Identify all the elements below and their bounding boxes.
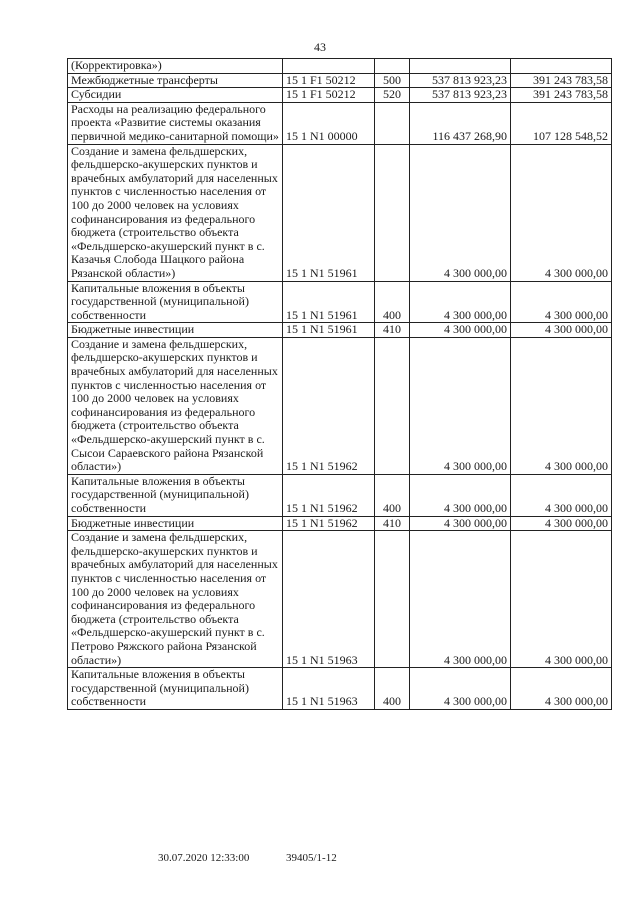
row-name: (Корректировка») xyxy=(68,59,283,74)
row-expense-type xyxy=(375,59,410,74)
row-name: Капитальные вложения в объекты государственной (муниципальной) собственности xyxy=(68,474,283,516)
footer-date: 30.07.2020 12:33:00 xyxy=(158,852,250,864)
table-row xyxy=(68,323,612,338)
budget-table xyxy=(67,58,612,710)
table-row xyxy=(68,337,612,474)
row-code: 15 1 N1 51961 xyxy=(283,323,375,338)
row-sum-1: 4 300 000,00 xyxy=(410,281,511,323)
row-sum-2: 4 300 000,00 xyxy=(511,531,612,668)
row-code xyxy=(283,59,375,74)
row-sum-2: 4 300 000,00 xyxy=(511,323,612,338)
row-sum-2 xyxy=(511,59,612,74)
row-sum-1: 4 300 000,00 xyxy=(410,474,511,516)
row-sum-1: 537 813 923,23 xyxy=(410,88,511,103)
row-sum-2: 4 300 000,00 xyxy=(511,516,612,531)
row-name: Субсидии xyxy=(68,88,283,103)
row-sum-2: 4 300 000,00 xyxy=(511,281,612,323)
row-sum-1: 537 813 923,23 xyxy=(410,73,511,88)
row-code: 15 1 N1 00000 xyxy=(283,102,375,144)
table-row xyxy=(68,59,612,74)
table-row xyxy=(68,516,612,531)
row-expense-type: 400 xyxy=(375,668,410,710)
row-sum-1: 4 300 000,00 xyxy=(410,531,511,668)
row-sum-1: 4 300 000,00 xyxy=(410,668,511,710)
table-row xyxy=(68,474,612,516)
row-sum-2: 4 300 000,00 xyxy=(511,337,612,474)
row-expense-type: 500 xyxy=(375,73,410,88)
row-expense-type: 410 xyxy=(375,323,410,338)
row-code: 15 1 N1 51962 xyxy=(283,516,375,531)
row-name: Капитальные вложения в объекты государственной (муниципальной) собственности xyxy=(68,668,283,710)
row-expense-type xyxy=(375,337,410,474)
row-name: Создание и замена фельдшерских, фельдшерско-акушерских пунктов и врачебных амбулаторий для населенных пунктов с численностью населения от 100 до 2000 человек на условиях софинансирования из федерального бюджета (строительство объекта «Фельдшерско-акушерский пункт в с. Сысои Сараевского района Рязанской области») xyxy=(68,337,283,474)
row-name: Создание и замена фельдшерских, фельдшерско-акушерских пунктов и врачебных амбулаторий для населенных пунктов с численностью населения от 100 до 2000 человек на условиях софинансирования из федерального бюджета (строительство объекта «Фельдшерско-акушерский пункт в с. Казачья Слобода Шацкого района Рязанской области») xyxy=(68,144,283,281)
table-row xyxy=(68,281,612,323)
row-sum-2: 391 243 783,58 xyxy=(511,73,612,88)
table-row xyxy=(68,102,612,144)
row-expense-type: 410 xyxy=(375,516,410,531)
row-sum-1: 4 300 000,00 xyxy=(410,323,511,338)
row-expense-type: 400 xyxy=(375,474,410,516)
row-name: Капитальные вложения в объекты государственной (муниципальной) собственности xyxy=(68,281,283,323)
row-code: 15 1 N1 51963 xyxy=(283,531,375,668)
row-sum-2: 4 300 000,00 xyxy=(511,144,612,281)
row-sum-2: 4 300 000,00 xyxy=(511,668,612,710)
table-row xyxy=(68,88,612,103)
footer-document-code: 39405/1-12 xyxy=(286,852,337,864)
row-sum-1: 4 300 000,00 xyxy=(410,516,511,531)
row-name: Бюджетные инвестиции xyxy=(68,516,283,531)
row-sum-1 xyxy=(410,59,511,74)
table-row xyxy=(68,531,612,668)
row-name: Создание и замена фельдшерских, фельдшерско-акушерских пунктов и врачебных амбулаторий для населенных пунктов с численностью населения от 100 до 2000 человек на условиях софинансирования из федерального бюджета (строительство объекта «Фельдшерско-акушерский пункт в с. Петрово Ряжского района Рязанской области») xyxy=(68,531,283,668)
row-sum-1: 4 300 000,00 xyxy=(410,144,511,281)
row-name: Расходы на реализацию федерального проекта «Развитие системы оказания первичной медико-санитарной помощи» xyxy=(68,102,283,144)
row-expense-type: 520 xyxy=(375,88,410,103)
row-code: 15 1 N1 51961 xyxy=(283,281,375,323)
row-sum-1: 4 300 000,00 xyxy=(410,337,511,474)
row-expense-type: 400 xyxy=(375,281,410,323)
table-row xyxy=(68,73,612,88)
row-sum-2: 4 300 000,00 xyxy=(511,474,612,516)
row-name: Межбюджетные трансферты xyxy=(68,73,283,88)
row-code: 15 1 N1 51961 xyxy=(283,144,375,281)
page-number: 43 xyxy=(314,40,326,54)
table-row xyxy=(68,144,612,281)
row-sum-1: 116 437 268,90 xyxy=(410,102,511,144)
row-expense-type xyxy=(375,102,410,144)
row-code: 15 1 N1 51963 xyxy=(283,668,375,710)
row-sum-2: 107 128 548,52 xyxy=(511,102,612,144)
row-code: 15 1 N1 51962 xyxy=(283,474,375,516)
row-code: 15 1 N1 51962 xyxy=(283,337,375,474)
row-name: Бюджетные инвестиции xyxy=(68,323,283,338)
row-expense-type xyxy=(375,531,410,668)
row-code: 15 1 F1 50212 xyxy=(283,88,375,103)
row-code: 15 1 F1 50212 xyxy=(283,73,375,88)
row-sum-2: 391 243 783,58 xyxy=(511,88,612,103)
table-row xyxy=(68,668,612,710)
row-expense-type xyxy=(375,144,410,281)
